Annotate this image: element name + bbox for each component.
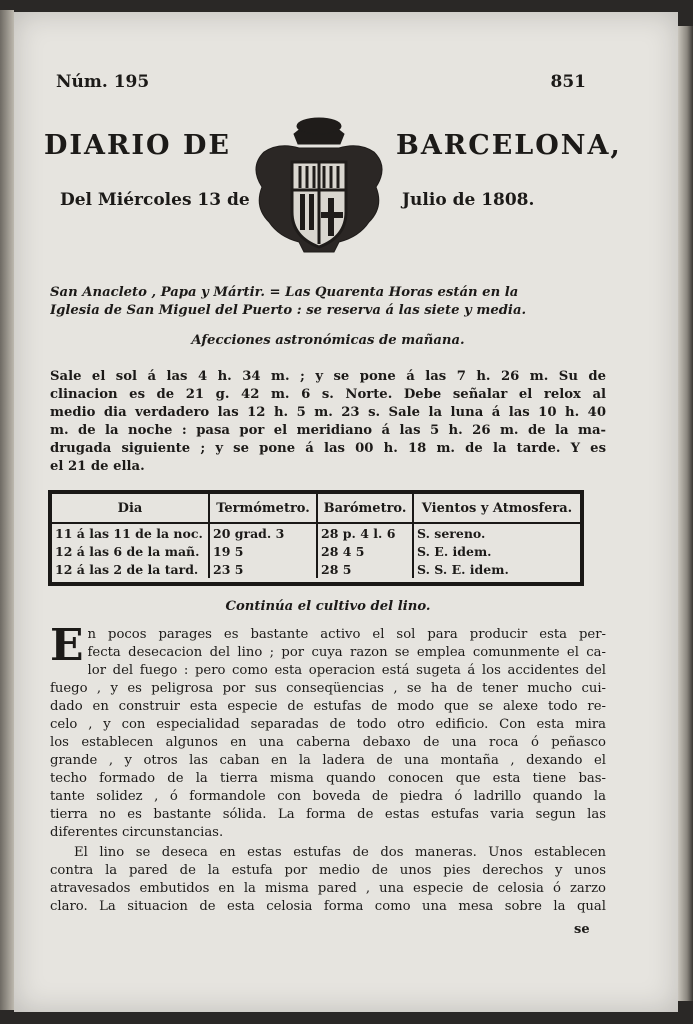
- article-line: grande , y otros las caban en la ladera de una montaña , dexando el: [50, 753, 606, 768]
- cell-thermometer: 20 grad. 3: [209, 523, 317, 542]
- article-line: contra la pared de la estufa por medio de unos pies derechos y unos: [50, 863, 606, 878]
- article-line: El lino se deseca en estas estufas de dos maneras. Unos establecen: [74, 845, 606, 860]
- article-line: claro. La situacion de esta celosia forma como una mesa sobre la qual: [50, 899, 606, 914]
- table-row: [52, 523, 580, 542]
- article-line: celo , y con especialidad separadas de todo otro edificio. Con esta mira: [50, 717, 606, 732]
- saints-notice: [50, 284, 606, 320]
- astronomy-line: Sale el sol á las 4 h. 34 m. ; y se pone á las 7 h. 26 m. Su de: [50, 369, 606, 384]
- cell-winds: S. S. E. idem.: [417, 561, 509, 577]
- article-line: atravesados embutidos en la misma pared , una especie de celosia ó zarzo: [50, 881, 606, 896]
- astronomy-line: medio dia verdadero las 12 h. 5 m. 23 s. Sale la luna á las 10 h. 40: [50, 405, 606, 420]
- astronomy-line: drugada siguiente ; y se pone á las 00 h. 18 m. de la tarde. Y es: [50, 441, 606, 456]
- coat-of-arms-crest: [244, 112, 394, 262]
- article-paragraph-1: [50, 620, 606, 842]
- date-right: Julio de 1808.: [402, 190, 535, 210]
- book-spine-edge: [0, 10, 14, 1010]
- astronomy-line: m. de la noche : pasa por el meridiano á las 5 h. 26 m. de la ma-: [50, 423, 606, 438]
- masthead-right: BARCELONA,: [396, 130, 622, 161]
- col-header-winds: Vientos y Atmosfera.: [413, 494, 580, 523]
- cell-thermometer: 19 5: [209, 542, 317, 560]
- weather-table: [48, 490, 584, 586]
- article-line: fecta desecacion del lino ; por cuya razon se emplea comunmente el ca-: [87, 645, 606, 660]
- article-heading: Continúa el cultivo del lino.: [225, 599, 431, 614]
- cell-winds: S. E. idem.: [417, 543, 492, 559]
- drop-cap: E: [50, 620, 84, 671]
- article-line: tante solidez , ó formandole con boveda de piedra ó ladrillo quando la: [50, 789, 606, 804]
- cell-day: 12 á las 2 de la tard.: [52, 560, 209, 578]
- cell-day: 11 á las 11 de la noc.: [52, 523, 209, 542]
- article-line: fuego , y es peligrosa por sus conseqüencias , se ha de tener mucho cui-: [50, 681, 606, 696]
- date-left: Del Miércoles 13 de: [60, 190, 250, 210]
- page-number: 851: [550, 72, 586, 92]
- article-line: los establecen algunos en una caberna debaxo de una roca ó peñasco: [50, 735, 606, 750]
- page-stack-edge: [678, 26, 693, 1001]
- cell-barometer: 28 4 5: [317, 542, 413, 560]
- saints-line: Iglesia de San Miguel del Puerto : se reserva á las siete y media.: [50, 303, 527, 318]
- astronomy-line: clinacion es de 21 g. 42 m. 6 s. Norte. Debe señalar el relox al: [50, 387, 606, 402]
- catchword: se: [574, 922, 590, 937]
- article-paragraph-2: [50, 844, 606, 916]
- article-line: n pocos parages es bastante activo el sol para producir esta per-: [87, 627, 606, 642]
- article-line: techo formado de la tierra misma quando conocen que esta tiene bas-: [50, 771, 606, 786]
- newspaper-page: [14, 12, 678, 1012]
- astronomy-line: el 21 de ella.: [50, 459, 145, 474]
- table-row: [52, 560, 580, 578]
- issue-number: Núm. 195: [56, 72, 150, 92]
- col-header-barometer: Barómetro.: [317, 494, 413, 523]
- table-row: [52, 542, 580, 560]
- cell-winds: S. sereno.: [417, 525, 486, 541]
- col-header-thermometer: Termómetro.: [209, 494, 317, 523]
- cell-barometer: 28 5: [317, 560, 413, 578]
- cell-barometer: 28 p. 4 l. 6: [317, 523, 413, 542]
- article-line: dado en construir esta especie de estufas de modo que se alexe todo re-: [50, 699, 606, 714]
- cell-thermometer: 23 5: [209, 560, 317, 578]
- masthead-left: DIARIO DE: [44, 130, 231, 161]
- col-header-day: Dia: [52, 494, 209, 523]
- astronomy-text: [50, 368, 606, 476]
- article-line: diferentes circunstancias.: [50, 825, 224, 840]
- article-line: tierra no es bastante sólida. La forma de estas estufas varia segun las: [50, 807, 606, 822]
- astronomy-heading: Afecciones astronómicas de mañana.: [191, 333, 465, 348]
- saints-line: San Anacleto , Papa y Mártir. = Las Quarenta Horas están en la: [50, 285, 519, 300]
- cell-day: 12 á las 6 de la mañ.: [52, 542, 209, 560]
- article-line: lor del fuego : pero como esta operacion está sugeta á los accidentes del: [87, 663, 606, 678]
